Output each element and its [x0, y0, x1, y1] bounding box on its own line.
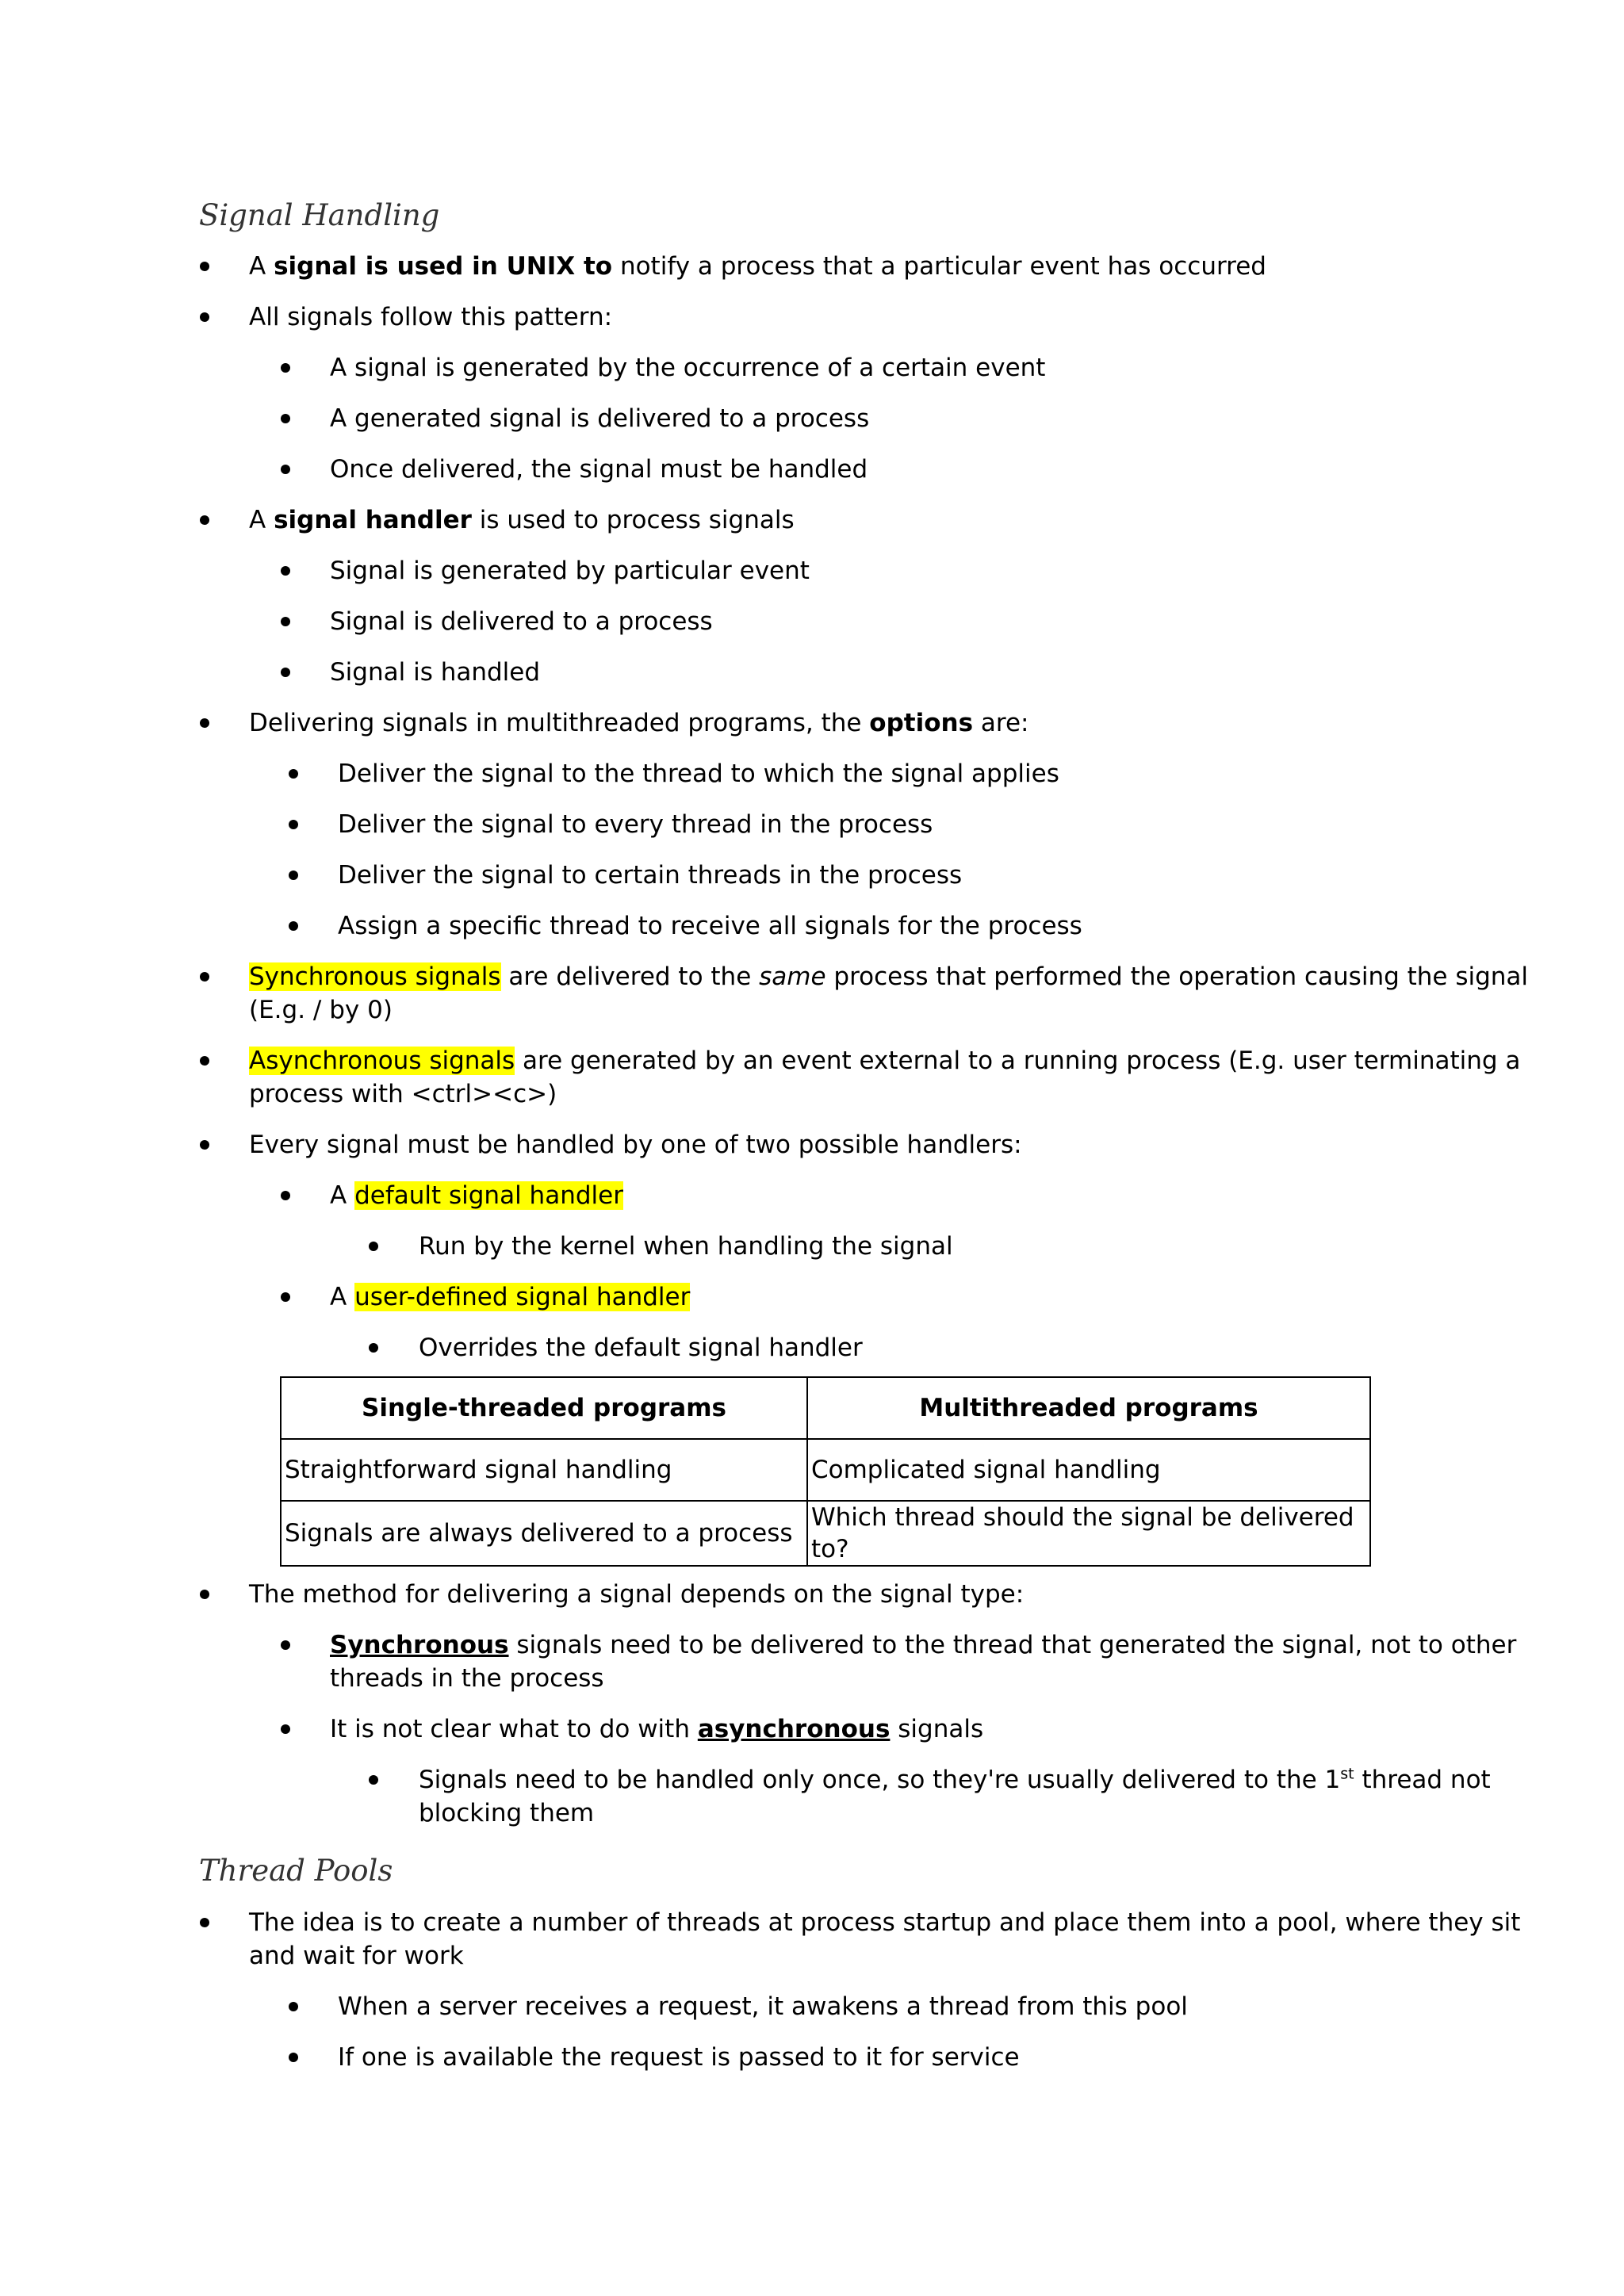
highlighted-text: Synchronous signals — [249, 962, 501, 991]
highlighted-text: user-defined signal handler — [354, 1283, 691, 1311]
text: signals — [890, 1715, 984, 1743]
bullet-icon — [200, 718, 209, 728]
text: The idea is to create a number of threads at process startup and place them into a pool, where they sit — [249, 1908, 1521, 1937]
bullet-icon — [200, 1140, 209, 1150]
bullet-icon — [200, 1918, 209, 1927]
underlined-bold-text: Synchronous — [330, 1631, 509, 1659]
table-cell: Complicated signal handling — [807, 1439, 1370, 1501]
text: Deliver the signal to the thread to which the signal applies — [338, 760, 1059, 788]
bold-text: signal is used in UNIX to — [274, 252, 613, 281]
text: Signal is handled — [330, 658, 541, 687]
table-header-cell: Multithreaded programs — [807, 1377, 1370, 1439]
text: If one is available the request is passed to it for service — [338, 2043, 1020, 2072]
bold-text: signal handler — [274, 506, 472, 534]
list-item — [0, 1044, 1624, 1111]
table-row — [281, 1501, 1370, 1566]
bullet-icon — [281, 363, 290, 373]
table-cell: Signals are always delivered to a process — [281, 1501, 807, 1566]
comparison-table — [280, 1376, 1371, 1567]
section-heading-signal-handling: Signal Handling — [199, 198, 440, 232]
text: Signal is generated by particular event — [330, 557, 810, 585]
text: The method for delivering a signal depends on the signal type: — [249, 1580, 1025, 1609]
bullet-icon — [281, 1724, 290, 1734]
highlighted-text: Asynchronous signals — [249, 1047, 515, 1075]
text: is used to process signals — [471, 506, 795, 534]
text: Run by the kernel when handling the signal — [419, 1232, 953, 1261]
bullet-icon — [281, 617, 290, 626]
bullet-icon — [281, 414, 290, 423]
bullet-icon — [289, 2002, 298, 2011]
text: When a server receives a request, it awakens a thread from this pool — [338, 1992, 1188, 2021]
text: are: — [973, 709, 1029, 737]
text: Signal is delivered to a process — [330, 607, 713, 636]
text: It is not clear what to do with — [330, 1715, 698, 1743]
list-item — [0, 1906, 1624, 1973]
bullet-icon — [289, 2053, 298, 2062]
text: A — [249, 252, 274, 281]
bullet-icon — [281, 1191, 290, 1200]
underlined-bold-text: asynchronous — [697, 1715, 891, 1743]
bullet-icon — [289, 921, 298, 931]
bullet-icon — [281, 566, 290, 576]
bullet-icon — [289, 820, 298, 829]
text: A signal is generated by the occurrence of a certain event — [330, 354, 1046, 382]
table-cell: Straightforward signal handling — [281, 1439, 807, 1501]
text: and wait for work — [249, 1942, 464, 1970]
text: Overrides the default signal handler — [419, 1334, 863, 1362]
text: process with <ctrl><c>) — [249, 1080, 557, 1108]
text: A — [249, 506, 274, 534]
bullet-icon — [289, 871, 298, 880]
text: (E.g. / by 0) — [249, 996, 393, 1024]
table-header-row — [281, 1377, 1370, 1439]
text: A — [330, 1181, 355, 1210]
text: notify a process that a particular event has occurred — [612, 252, 1266, 281]
italic-text: same — [759, 962, 826, 991]
text: Deliver the signal to certain threads in the process — [338, 861, 963, 890]
bullet-icon — [281, 668, 290, 677]
bullet-icon — [200, 515, 209, 525]
superscript: st — [1340, 1765, 1354, 1783]
text: signals need to be delivered to the thread that generated the signal, not to other — [508, 1631, 1517, 1659]
bullet-icon — [369, 1775, 378, 1785]
section-heading-thread-pools: Thread Pools — [199, 1854, 393, 1888]
bullet-icon — [281, 1292, 290, 1302]
text: Delivering signals in multithreaded programs, the — [249, 709, 870, 737]
bullet-icon — [200, 312, 209, 322]
text: A generated signal is delivered to a process — [330, 404, 870, 433]
bullet-icon — [281, 1640, 290, 1650]
bullet-icon — [369, 1343, 378, 1353]
text: process that performed the operation causing the signal — [825, 962, 1529, 991]
bold-text: options — [869, 709, 974, 737]
text: A — [330, 1283, 355, 1311]
text: are delivered to the — [500, 962, 760, 991]
text: Assign a specific thread to receive all signals for the process — [338, 912, 1082, 940]
bullet-icon — [200, 1056, 209, 1066]
bullet-icon — [369, 1242, 378, 1251]
list-item — [0, 960, 1624, 1027]
text: blocking them — [419, 1799, 595, 1827]
bullet-icon — [200, 972, 209, 982]
text: thread not — [1354, 1766, 1491, 1794]
bullet-icon — [200, 1590, 209, 1599]
bullet-icon — [289, 769, 298, 779]
text: Signals need to be handled only once, so they're usually delivered to the 1 — [419, 1766, 1341, 1794]
text: All signals follow this pattern: — [249, 303, 613, 331]
table-header-cell: Single-threaded programs — [281, 1377, 807, 1439]
bullet-icon — [200, 262, 209, 271]
text: Deliver the signal to every thread in the process — [338, 810, 933, 839]
table-row — [281, 1439, 1370, 1501]
highlighted-text: default signal handler — [354, 1181, 623, 1210]
text: Every signal must be handled by one of two possible handlers: — [249, 1131, 1022, 1159]
list-item — [0, 1628, 1624, 1695]
text: Once delivered, the signal must be handled — [330, 455, 868, 484]
text: threads in the process — [330, 1664, 604, 1693]
text: are generated by an event external to a running process (E.g. user terminating a — [515, 1047, 1521, 1075]
table-cell: Which thread should the signal be delivered to? — [807, 1501, 1370, 1566]
list-item — [0, 1763, 1624, 1830]
bullet-icon — [281, 465, 290, 474]
